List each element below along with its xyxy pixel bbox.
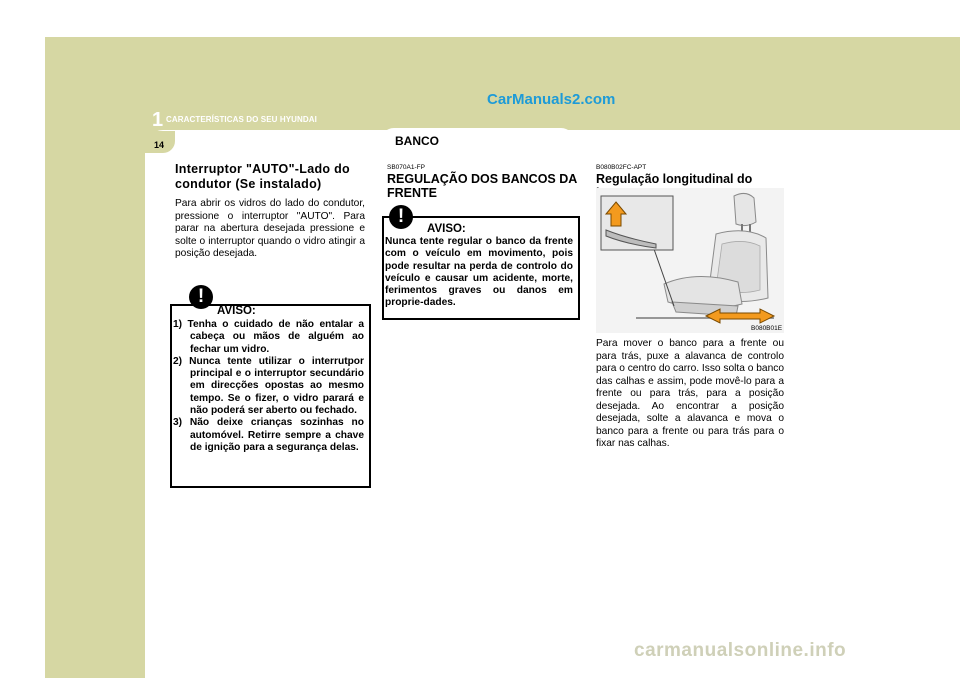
- warning-item: 1) Tenha o cuidado de não entalar a cabeça ou mãos de alguém ao fechar um vidro.: [173, 319, 364, 355]
- warning-list: [173, 319, 364, 454]
- col2-code: SB070A1-FP: [387, 164, 425, 171]
- exclamation-icon: !: [189, 285, 213, 309]
- figure-code: B080B01E: [751, 325, 783, 332]
- seat-headrest: [734, 193, 756, 225]
- chapter-number: 1: [152, 109, 164, 131]
- col2-heading: REGULAÇÃO DOS BANCOS DA FRENTE: [387, 172, 577, 200]
- site-logo[interactable]: CarManuals2.com: [487, 91, 616, 108]
- warning-item: 2) Nunca tente utilizar o interrutpor principal e o interruptor secundário em direcções opostas ao mesmo tempo. Se o fizer, o vidro parará e não poderá ser aberto ou fechado.: [173, 355, 364, 417]
- col1-heading: Interruptor "AUTO"-Lado do condutor (Se instalado): [175, 162, 350, 191]
- warning-title-1: AVISO:: [217, 305, 256, 317]
- section-title: BANCO: [395, 134, 439, 148]
- seat-illustration: [596, 188, 784, 333]
- warning-text-2: Nunca tente regular o banco da frente com o veículo em movimento, pois pode resultar na perda de controlo do veículo e causar um acidente, morte, ferimentos graves ou danos em proprie-dades.: [385, 236, 573, 309]
- exclamation-icon: !: [389, 205, 413, 229]
- watermark: carmanualsonline.info: [634, 640, 847, 661]
- col1-paragraph: Para abrir os vidros do lado do condutor, pressione o interruptor "AUTO". Para parar na abertura desejada pressione e solte o interruptor quando o vidro atingir a posição desejada.: [175, 198, 365, 259]
- col3-code: B080B02FC-APT: [596, 164, 647, 171]
- column-1: [175, 162, 365, 261]
- col3-heading: Regulação longitudinal do: [596, 172, 753, 186]
- col3-paragraph: Para mover o banco para a frente ou para trás, puxe a alavanca de controlo para o centro do carro. Isso solta o banco das calhas e assim, pode movê-lo para a frente ou para trás, para a posição desejada. Ao encontrar a posição desejada, solte a alavanca e mova o banco para a frente ou para trás para o fixar nas calhas.: [596, 338, 785, 449]
- warning-item: 3) Não deixe crianças sozinhas no automóvel. Retirre sempre a chave de ignição para a segurança delas.: [173, 417, 364, 453]
- page-number: 14: [154, 140, 165, 150]
- warning-title-2: AVISO:: [427, 223, 466, 235]
- chapter-title: CARACTERÍSTICAS DO SEU HYUNDAI: [166, 115, 318, 124]
- seat-adjustment-figure: [596, 188, 784, 333]
